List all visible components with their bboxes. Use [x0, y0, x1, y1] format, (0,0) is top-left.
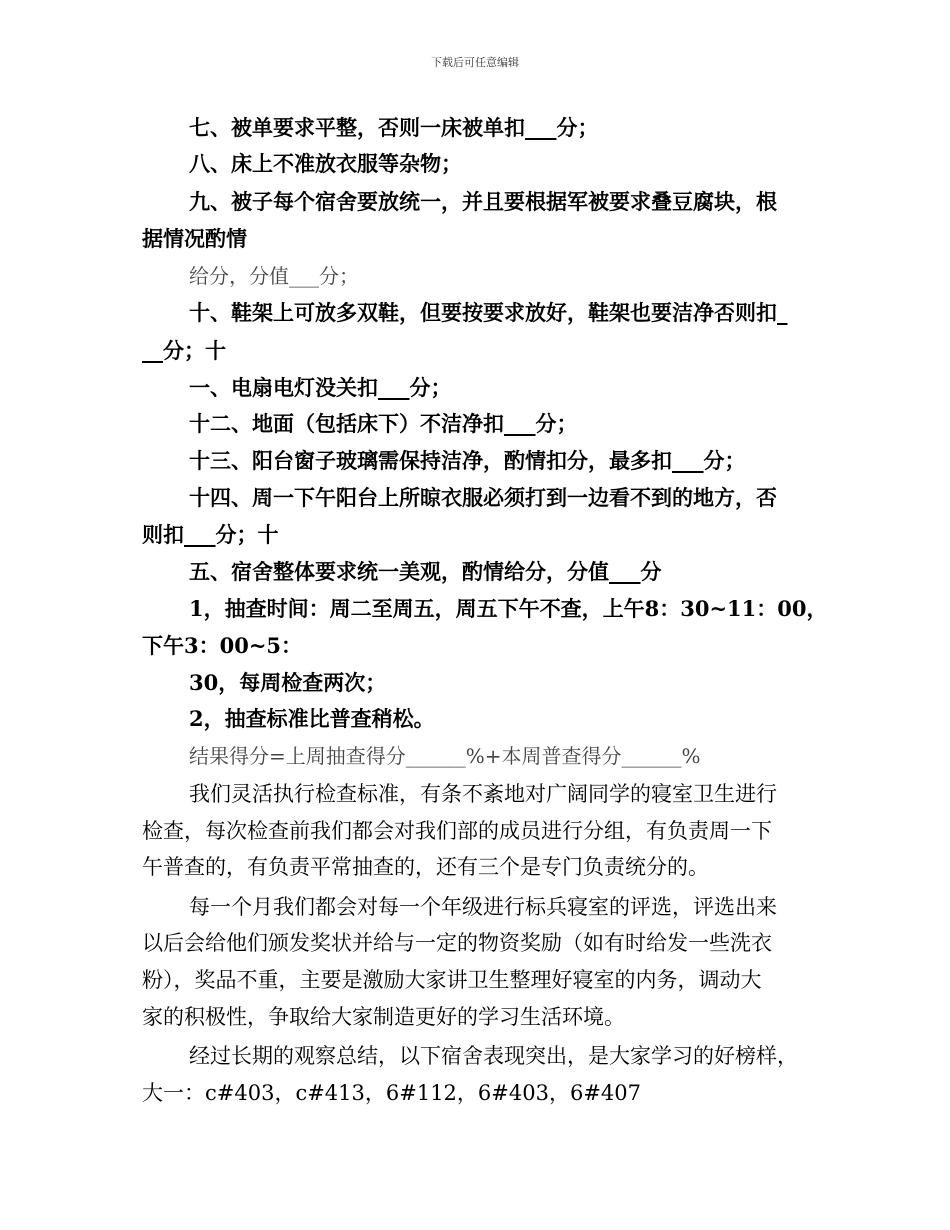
text-line: 我们灵活执行检查标准，有条不紊地对广阔同学的寝室卫生进行 [189, 782, 777, 806]
text-line: __分；十 [142, 338, 226, 363]
text-line: 十二、地面（包括床下）不洁净扣___分； [189, 411, 578, 436]
text-line: 经过长期的观察总结，以下宿舍表现突出，是大家学习的好榜样， [189, 1044, 798, 1068]
text-line: 八、床上不准放衣服等杂物； [189, 151, 462, 176]
text-line: 十三、阳台窗子玻璃需保持洁净，酌情扣分，最多扣___分； [189, 448, 746, 473]
text-line: 检查，每次检查前我们都会对我们部的成员进行分组，有负责周一下 [142, 819, 772, 843]
text-line: 九、被子每个宿舍要放统一，并且要根据军被要求叠豆腐块，根 [189, 189, 777, 214]
text-line: 一、电扇电灯没关扣___分； [189, 375, 452, 400]
text-line: 午普查的，有负责平常抽查的，还有三个是专门负责统分的。 [142, 855, 709, 879]
text-line: 七、被单要求平整，否则一床被单扣___分； [189, 115, 599, 140]
text-line: 以后会给他们颁发奖状并给与一定的物资奖励（如有时给发一些洗衣 [142, 931, 772, 955]
text-line: 2，抽查标准比普查稍松。 [189, 706, 435, 731]
text-line: 下午3：00~5： [142, 633, 303, 658]
text-line: 五、宿舍整体要求统一美观，酌情给分，分值___分 [189, 559, 662, 584]
text-line: 结果得分=上周抽查得分______%+本周普查得分______% [189, 744, 701, 768]
text-line: 粉），奖品不重，主要是激励大家讲卫生整理好寝室的内务，调动大 [142, 968, 762, 992]
text-line: 1，抽查时间：周二至周五，周五下午不查，上午8：30~11：00， [189, 596, 828, 621]
text-line: 据情况酌情 [142, 226, 247, 251]
page-header: 下载后可任意编辑 [431, 56, 519, 69]
text-line: 十、鞋架上可放多双鞋，但要按要求放好，鞋架也要洁净否则扣_ [189, 300, 788, 325]
text-line: 30，每周检查两次； [189, 670, 387, 695]
text-line: 大一：c#403，c#413，6#112，6#403，6#407 [142, 1081, 641, 1105]
text-line: 每一个月我们都会对每一个年级进行标兵寝室的评选，评选出来 [189, 895, 777, 919]
text-line: 则扣___分；十 [142, 522, 279, 547]
text-line: 十四、周一下午阳台上所晾衣服必须打到一边看不到的地方，否 [189, 485, 777, 510]
text-line: 给分，分值___分； [189, 264, 359, 288]
text-line: 家的积极性，争取给大家制造更好的学习生活环境。 [142, 1005, 625, 1029]
